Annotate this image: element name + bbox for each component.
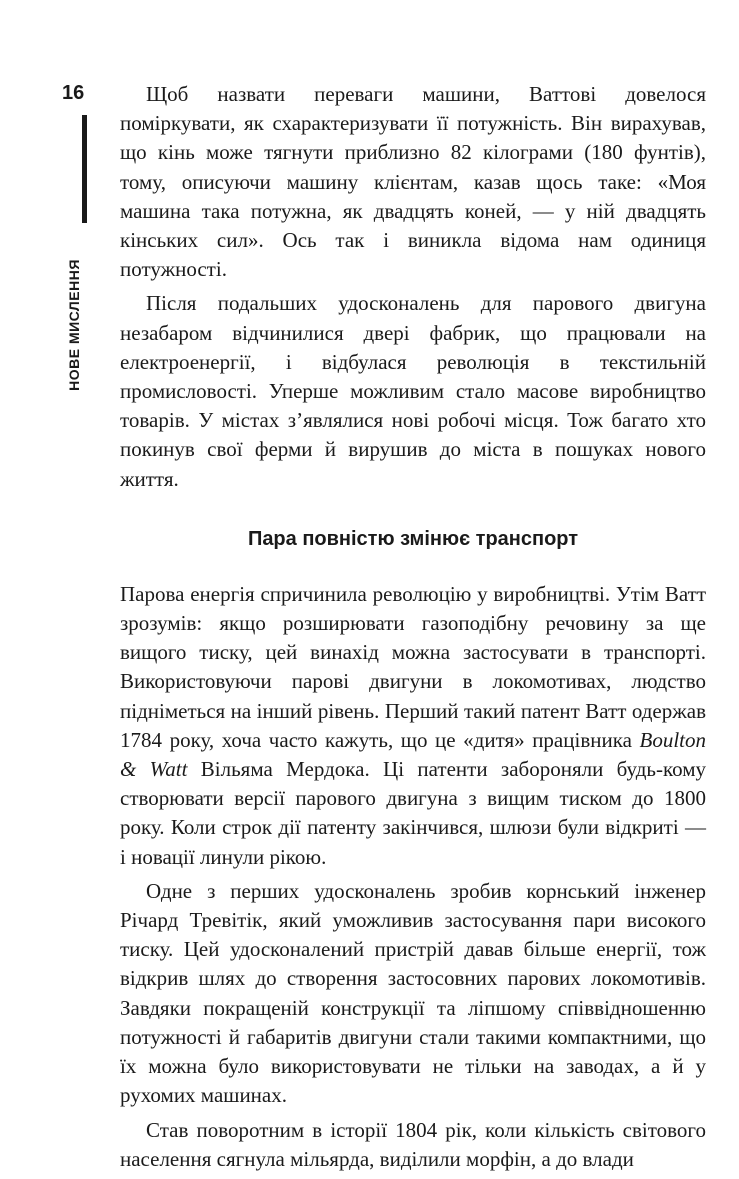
- paragraph-4: Одне з перших удосконалень зробив корнський інженер Річард Тревітік, який уможливив застосування пари високого тиску. Цей удосконалений пристрій давав більше енергії, тож відкрив шлях до створення застосовних парових локомотивів. Завдяки покращеній конструкції та ліпшому співвідношенню потужності й габаритів двигуни стали такими компактними, що їх можна було використовувати не тільки на заводах, а й у рухомих машинах.: [120, 878, 706, 1108]
- paragraph-5: Став поворотним в історії 1804 рік, коли кількість світового населення сягнула мільярда, виділили морфін, а до влади: [120, 1117, 706, 1171]
- company-name: Boulton & Watt: [120, 727, 706, 782]
- section-heading: Пара повністю змінює транспорт: [247, 527, 579, 550]
- paragraph-3-text-a: Парова енергія спричинила революцію у виробництві. Утім Ватт зрозумів: якщо розширювати газоподібну речовину за ще вищого тиску, цей винахід можна застосувати в транспорті. Використовуючи парові двигуни в локомотивах, людство підніметься на інший рівень. Перший такий патент Ватт одержав 1784 року, хоча часто кажуть, що це «дитя» працівника: [120, 581, 706, 752]
- body-text: [120, 80, 706, 1179]
- running-title: НОВЕ МИСЛЕННЯ: [66, 259, 82, 391]
- paragraph-1: Щоб назвати переваги машини, Ваттові довелося поміркувати, як схарактеризувати її потужність. Він вирахував, що кінь може тягнути приблизно 82 кілограми (180 фунтів), тому, описуючи машину клієнтам, казав щось таке: «Моя машина така потужна, як двадцять коней, — у ній двадцять кінських сил». Ось так і виникла відома нам одиниця потужності.: [120, 82, 706, 282]
- page-number: 16: [62, 82, 85, 104]
- paragraph-3-text-b: Вільяма Мердока. Ці патенти забороняли будь-кому створювати версії парового двигуна з вищим тиском до 1800 року. Коли строк дії патенту закінчився, шлюзи були відкриті — і новації линули рікою.: [120, 757, 706, 869]
- paragraph-2: Після подальших удосконалень для парового двигуна незабаром відчинилися двері фабрик, що працювали на електроенергії, і відбулася революція в текстильній промисловості. Уперше можливим стало масове виробництво товарів. У містах з’являлися нові робочі місця. Тож багато хто покинув свої ферми й вирушив до міста в пошуках нового життя.: [120, 291, 706, 491]
- running-title-bar: [82, 115, 87, 223]
- paragraph-3: [120, 580, 706, 872]
